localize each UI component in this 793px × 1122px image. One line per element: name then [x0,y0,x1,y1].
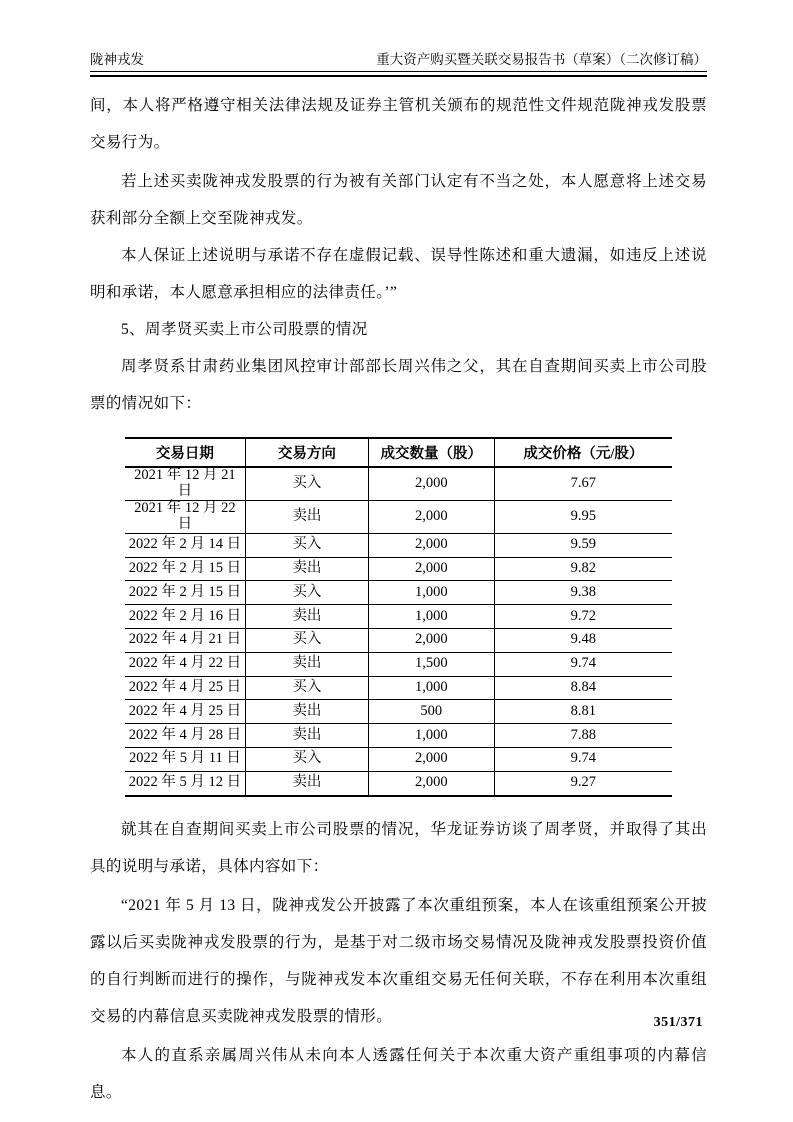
table-row [125,700,672,724]
header-divider [90,71,707,77]
table-cell: 2022 年 4 月 25 日 [125,676,245,700]
body-paragraph-4: 周孝贤系甘肃药业集团风控审计部部长周兴伟之父，其在自查期间买卖上市公司股票的情况如下： [90,358,707,412]
table-row [125,628,672,652]
table-row [125,747,672,771]
trade-table [125,437,672,797]
table-row [125,500,672,533]
column-header-direction: 交易方向 [245,438,368,467]
table-cell: 卖出 [245,700,368,724]
trade-table-container [125,437,672,797]
table-row [125,467,672,500]
table-cell: 2,000 [368,500,494,533]
table-cell: 1,500 [368,652,494,676]
table-cell: 9.59 [494,533,672,557]
table-cell: 2022 年 2 月 15 日 [125,557,245,581]
document-body [90,87,707,1111]
body-paragraph-5: 就其在自查期间买卖上市公司股票的情况，华龙证券访谈了周孝贤，并取得了其出具的说明与承诺，具体内容如下： [90,820,707,875]
table-cell: 1,000 [368,605,494,629]
table-cell: 9.48 [494,628,672,652]
table-cell: 1,000 [368,581,494,605]
table-cell: 2022 年 5 月 11 日 [125,747,245,771]
table-cell: 卖出 [245,771,368,795]
table-cell: 2022 年 5 月 12 日 [125,771,245,795]
table-cell: 2022 年 4 月 21 日 [125,628,245,652]
table-cell: 9.38 [494,581,672,605]
body-paragraph-1: 间，本人将严格遵守相关法律法规及证券主管机关颁布的规范性文件规范陇神戎发股票交易行为。 [90,97,707,151]
table-row [125,771,672,795]
table-cell: 卖出 [245,724,368,748]
table-cell: 1,000 [368,676,494,700]
table-cell: 2,000 [368,557,494,581]
body-paragraph-3: 本人保证上述说明与承诺不存在虚假记载、误导性陈述和重大遗漏，如违反上述说明和承诺，本人愿意承担相应的法律责任。’” [90,247,707,301]
table-cell: 9.74 [494,747,672,771]
table-cell: 9.74 [494,652,672,676]
trade-table-header [125,438,672,467]
table-cell: 2,000 [368,628,494,652]
table-cell: 7.67 [494,467,672,500]
table-cell: 9.82 [494,557,672,581]
table-cell: 买入 [245,533,368,557]
table-cell: 1,000 [368,724,494,748]
table-cell: 2022 年 4 月 25 日 [125,700,245,724]
table-cell: 买入 [245,581,368,605]
table-header-row [125,438,672,467]
table-cell: 2021 年 12 月 22 日 [125,500,245,533]
body-paragraph-2: 若上述买卖陇神戎发股票的行为被有关部门认定有不当之处，本人愿意将上述交易获利部分全额上交至陇神戎发。 [90,173,707,227]
table-cell: 卖出 [245,652,368,676]
table-cell: 8.81 [494,700,672,724]
section-heading-5: 5、周孝贤买卖上市公司股票的情况 [121,321,368,338]
table-cell: 9.72 [494,605,672,629]
table-cell: 卖出 [245,557,368,581]
header-document-title: 重大资产购买暨关联交易报告书（草案）（二次修订稿） [376,52,707,67]
table-cell: 买入 [245,628,368,652]
table-row [125,557,672,581]
running-header [90,0,707,77]
column-header-volume: 成交数量（股） [368,438,494,467]
table-cell: 500 [368,700,494,724]
table-row [125,581,672,605]
table-cell: 9.95 [494,500,672,533]
body-paragraph-6: “2021 年 5 月 13 日，陇神戎发公开披露了本次重组预案，本人在该重组预案公开披露以后买卖陇神戎发股票的行为，是基于对二级市场交易情况及陇神戎发股票投资价值的自行判断而进行的操作，与陇神戎发本次重组交易无任何关联，不存在利用本次重组交易的内幕信息买卖陇神戎发股票的情形。 [90,896,707,1025]
table-cell: 买入 [245,676,368,700]
page-number: 351/371 [653,1015,703,1030]
column-header-date: 交易日期 [125,438,245,467]
trade-table-body [125,467,672,796]
table-cell: 2022 年 2 月 16 日 [125,605,245,629]
table-row [125,676,672,700]
table-cell: 2,000 [368,467,494,500]
table-cell: 2022 年 4 月 28 日 [125,724,245,748]
table-cell: 2,000 [368,747,494,771]
table-cell: 9.27 [494,771,672,795]
table-row [125,652,672,676]
table-cell: 卖出 [245,500,368,533]
table-cell: 2022 年 2 月 15 日 [125,581,245,605]
table-cell: 买入 [245,747,368,771]
column-header-price: 成交价格（元/股） [494,438,672,467]
table-cell: 2,000 [368,533,494,557]
table-cell: 2,000 [368,771,494,795]
table-cell: 2021 年 12 月 21 日 [125,467,245,500]
table-cell: 7.88 [494,724,672,748]
table-cell: 8.84 [494,676,672,700]
table-row [125,724,672,748]
table-cell: 2022 年 2 月 14 日 [125,533,245,557]
table-cell: 卖出 [245,605,368,629]
table-row [125,605,672,629]
table-cell: 2022 年 4 月 22 日 [125,652,245,676]
body-paragraph-7: 本人的直系亲属周兴伟从未向本人透露任何关于本次重大资产重组事项的内幕信息。 [90,1046,707,1101]
table-row [125,533,672,557]
table-cell: 买入 [245,467,368,500]
header-company-name: 陇神戎发 [90,52,144,67]
